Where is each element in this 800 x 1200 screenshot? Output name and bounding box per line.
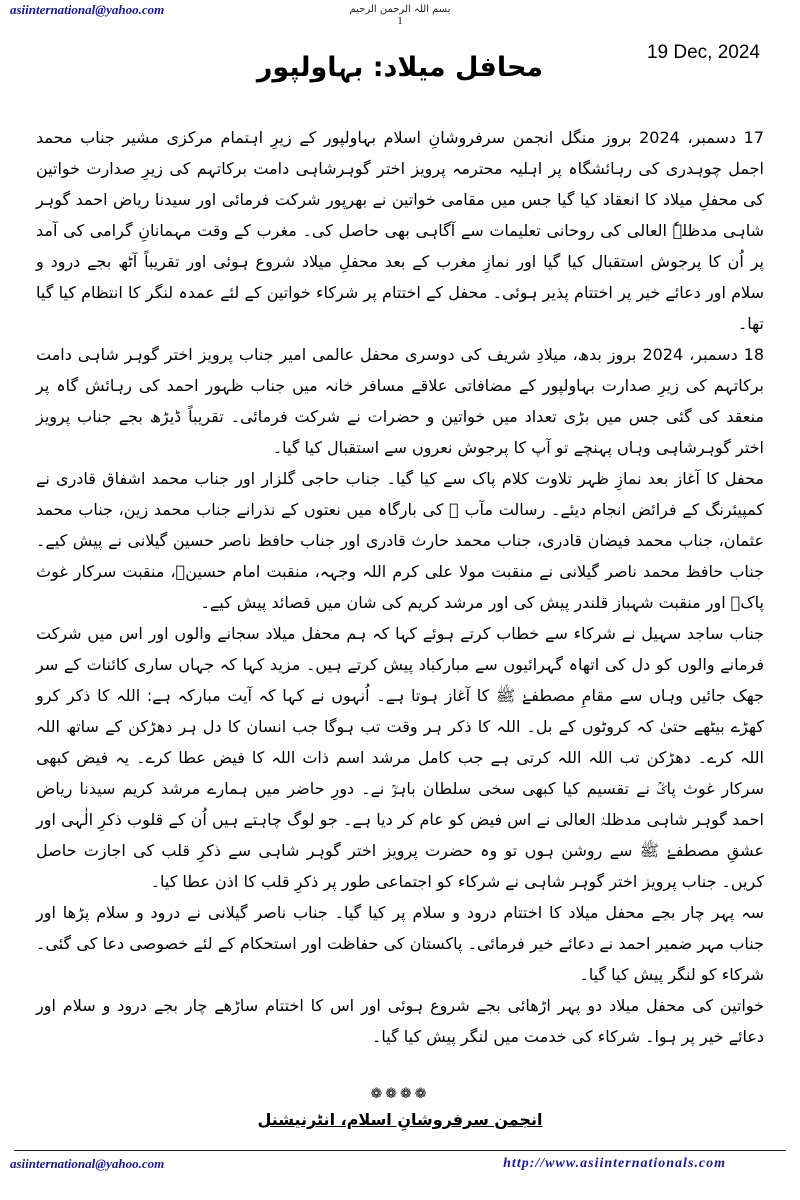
paragraph-3: محفل کا آغاز بعد نمازِ ظہر تلاوت کلام پاک سے کیا گیا۔ جناب حاجی گلزار اور جناب محمد اشفاق قادری نے کمپیئرنگ کے فرائض انجام دیئے۔ رسالت مآب ﷺ کی بارگاہ میں نعتوں کے نذرانے جناب محمد زین، جناب محمد عثمان، جناب محمد فیضان قادری، جناب محمد حارث قادری اور جناب حافظ ناصر حسین گیلانی نے پیش کیے۔ جناب حافظ محمد ناصر گیلانی نے منقبت مولا علی کرم اللہ وجہہ، منقبت امام حسینؑ، منقبت سرکار غوث پاکؒ اور منقبت شہباز قلندر پیش کی اور مرشد کریم کی شان میں قصائد پیش کیے۔ [36,469,764,612]
paragraph-4: جناب ساجد سہیل نے شرکاء سے خطاب کرتے ہوئے کہا کہ ہم محفل میلاد سجانے والوں اور اس میں شرکت فرمانے والوں کو دل کی اتھاہ گہرائیوں سے مبارکباد پیش کرتے ہیں۔ مزید کہا کہ جہاں ساری کائنات کے سر جھک جائیں وہاں سے مقامِ مصطفےٰ ﷺ کا آغاز ہوتا ہے۔ اُنہوں نے کہا کہ آیت مبارکہ ہے: اللہ کا ذکر کرو کھڑے بیٹھے حتیٰ کہ کروٹوں کے بل۔ اللہ کا ذکر ہر وقت تب ہوگا جب انسان کا دل ہر دھڑکن کے ساتھ اللہ اللہ کرے۔ دھڑکن تب اللہ اللہ کرتی ہے جب کامل مرشد اسم ذات اللہ کا فیض عطا کرے۔ یہ فیض کبھی سرکار غوث پاکؒ نے تقسیم کیا کبھی سخی سلطان باہوؒ نے۔ دورِ حاضر میں ہمارے مرشد کریم سیدنا ریاض احمد گوہر شاہی مدظلہٗ العالی نے اس فیض کو عام کر دیا ہے۔ جو لوگ چاہتے ہیں اُن کے قلوب ذکرِ الٰہی اور عشقِ مصطفےٰ ﷺ سے روشن ہوں تو وہ حضرت پرویز اختر گوہر شاہی سے ذکرِ قلب کی اجازت حاصل کریں۔ جناب پرویز اختر گوہر شاہی نے شرکاء کو اجتماعی طور پر ذکرِ قلب کا اذن عطا کیا۔ [36,624,765,891]
footer-divider [14,1150,786,1151]
header-email[interactable]: asiinternational@yahoo.com [10,2,165,17]
article-body [36,122,764,1052]
document-title: محافل میلاد: بہاولپور [256,52,544,83]
paragraph-2: 18 دسمبر، 2024 بروز بدھ، میلادِ شریف کی دوسری محفل عالمی امیر جناب پرویز اختر گوہر شاہی دامت برکاتہم کی زیرِ صدارت بہاولپور کے مضافاتی علاقے مسافر خانہ میں جناب ظہور احمد کی رہائش گاہ پر منعقد کی گئی جس میں بڑی تعداد میں خواتین و حضرات نے شرکت فرمائی۔ تقریباً ڈیڑھ بجے جناب پرویز اختر گوہرشاہی وہاں پہنچے تو آپ کا پرجوش نعروں سے استقبال کیا گیا۔ [36,345,764,457]
organization-name: انجمن سرفروشانِ اسلام، انٹرنیشنل [257,1110,543,1129]
bismillah: بسم اللہ الرحمن الرحیم [349,4,451,15]
ornament-stars: ❁❁❁❁ [370,1086,430,1102]
footer-email-link[interactable]: asiinternational@yahoo.com [10,1156,165,1171]
paragraph-5: سہ پہر چار بجے محفل میلاد کا اختتام درود و سلام پر کیا گیا۔ جناب ناصر گیلانی نے درود و سلام پڑھا اور جناب مہر ضمیر احمد نے دعائے خیر فرمائی۔ پاکستان کی حفاظت اور استحکام کے لئے خصوصی دعا کی گئی۔ شرکاء کو لنگر پیش کیا گیا۔ [36,903,764,984]
paragraph-6: خواتین کی محفل میلاد دو پہر اڑھائی بجے شروع ہوئی اور اس کا اختتام ساڑھے چار بجے درود و سلام اور دعائے خیر پر ہوا۔ شرکاء کی خدمت میں لنگر پیش کیا گیا۔ [36,996,764,1046]
paragraph-1: 17 دسمبر، 2024 بروز منگل انجمن سرفروشانِ اسلام بہاولپور کے زیرِ اہتمام مرکزی مشیر جناب محمد اجمل چوہدری کی رہائشگاہ پر اہلیہ محترمہ پرویز اختر گوہرشاہی دامت برکاتہم کی زیرِ صدارت خواتین کی محفلِ میلاد کا انعقاد کیا گیا جس میں مقامی خواتین نے بھرپور شرکت فرمائی اور سیدنا ریاض احمد گوہر شاہی مدظلہٗ العالی کی روحانی تعلیمات سے آگاہی بھی حاصل کی۔ مغرب کے وقت مہمانانِ گرامی کی آمد پر اُن کا پرجوش استقبال کیا گیا اور نمازِ مغرب کے بعد محفلِ میلاد شروع ہوئی اور تقریباً آٹھ بجے درود و سلام اور دعائے خیر پر اختتام پذیر ہوئی۔ محفل کے اختتام پر شرکاء خواتین کے لئے عمدہ لنگر کا انتظام کیا گیا تھا۔ [36,128,764,333]
footer-website-link[interactable]: http://www.asiinternationals.com [503,1156,726,1171]
document-date: 19 Dec, 2024 [646,42,760,63]
page-number: 1 [397,16,403,27]
